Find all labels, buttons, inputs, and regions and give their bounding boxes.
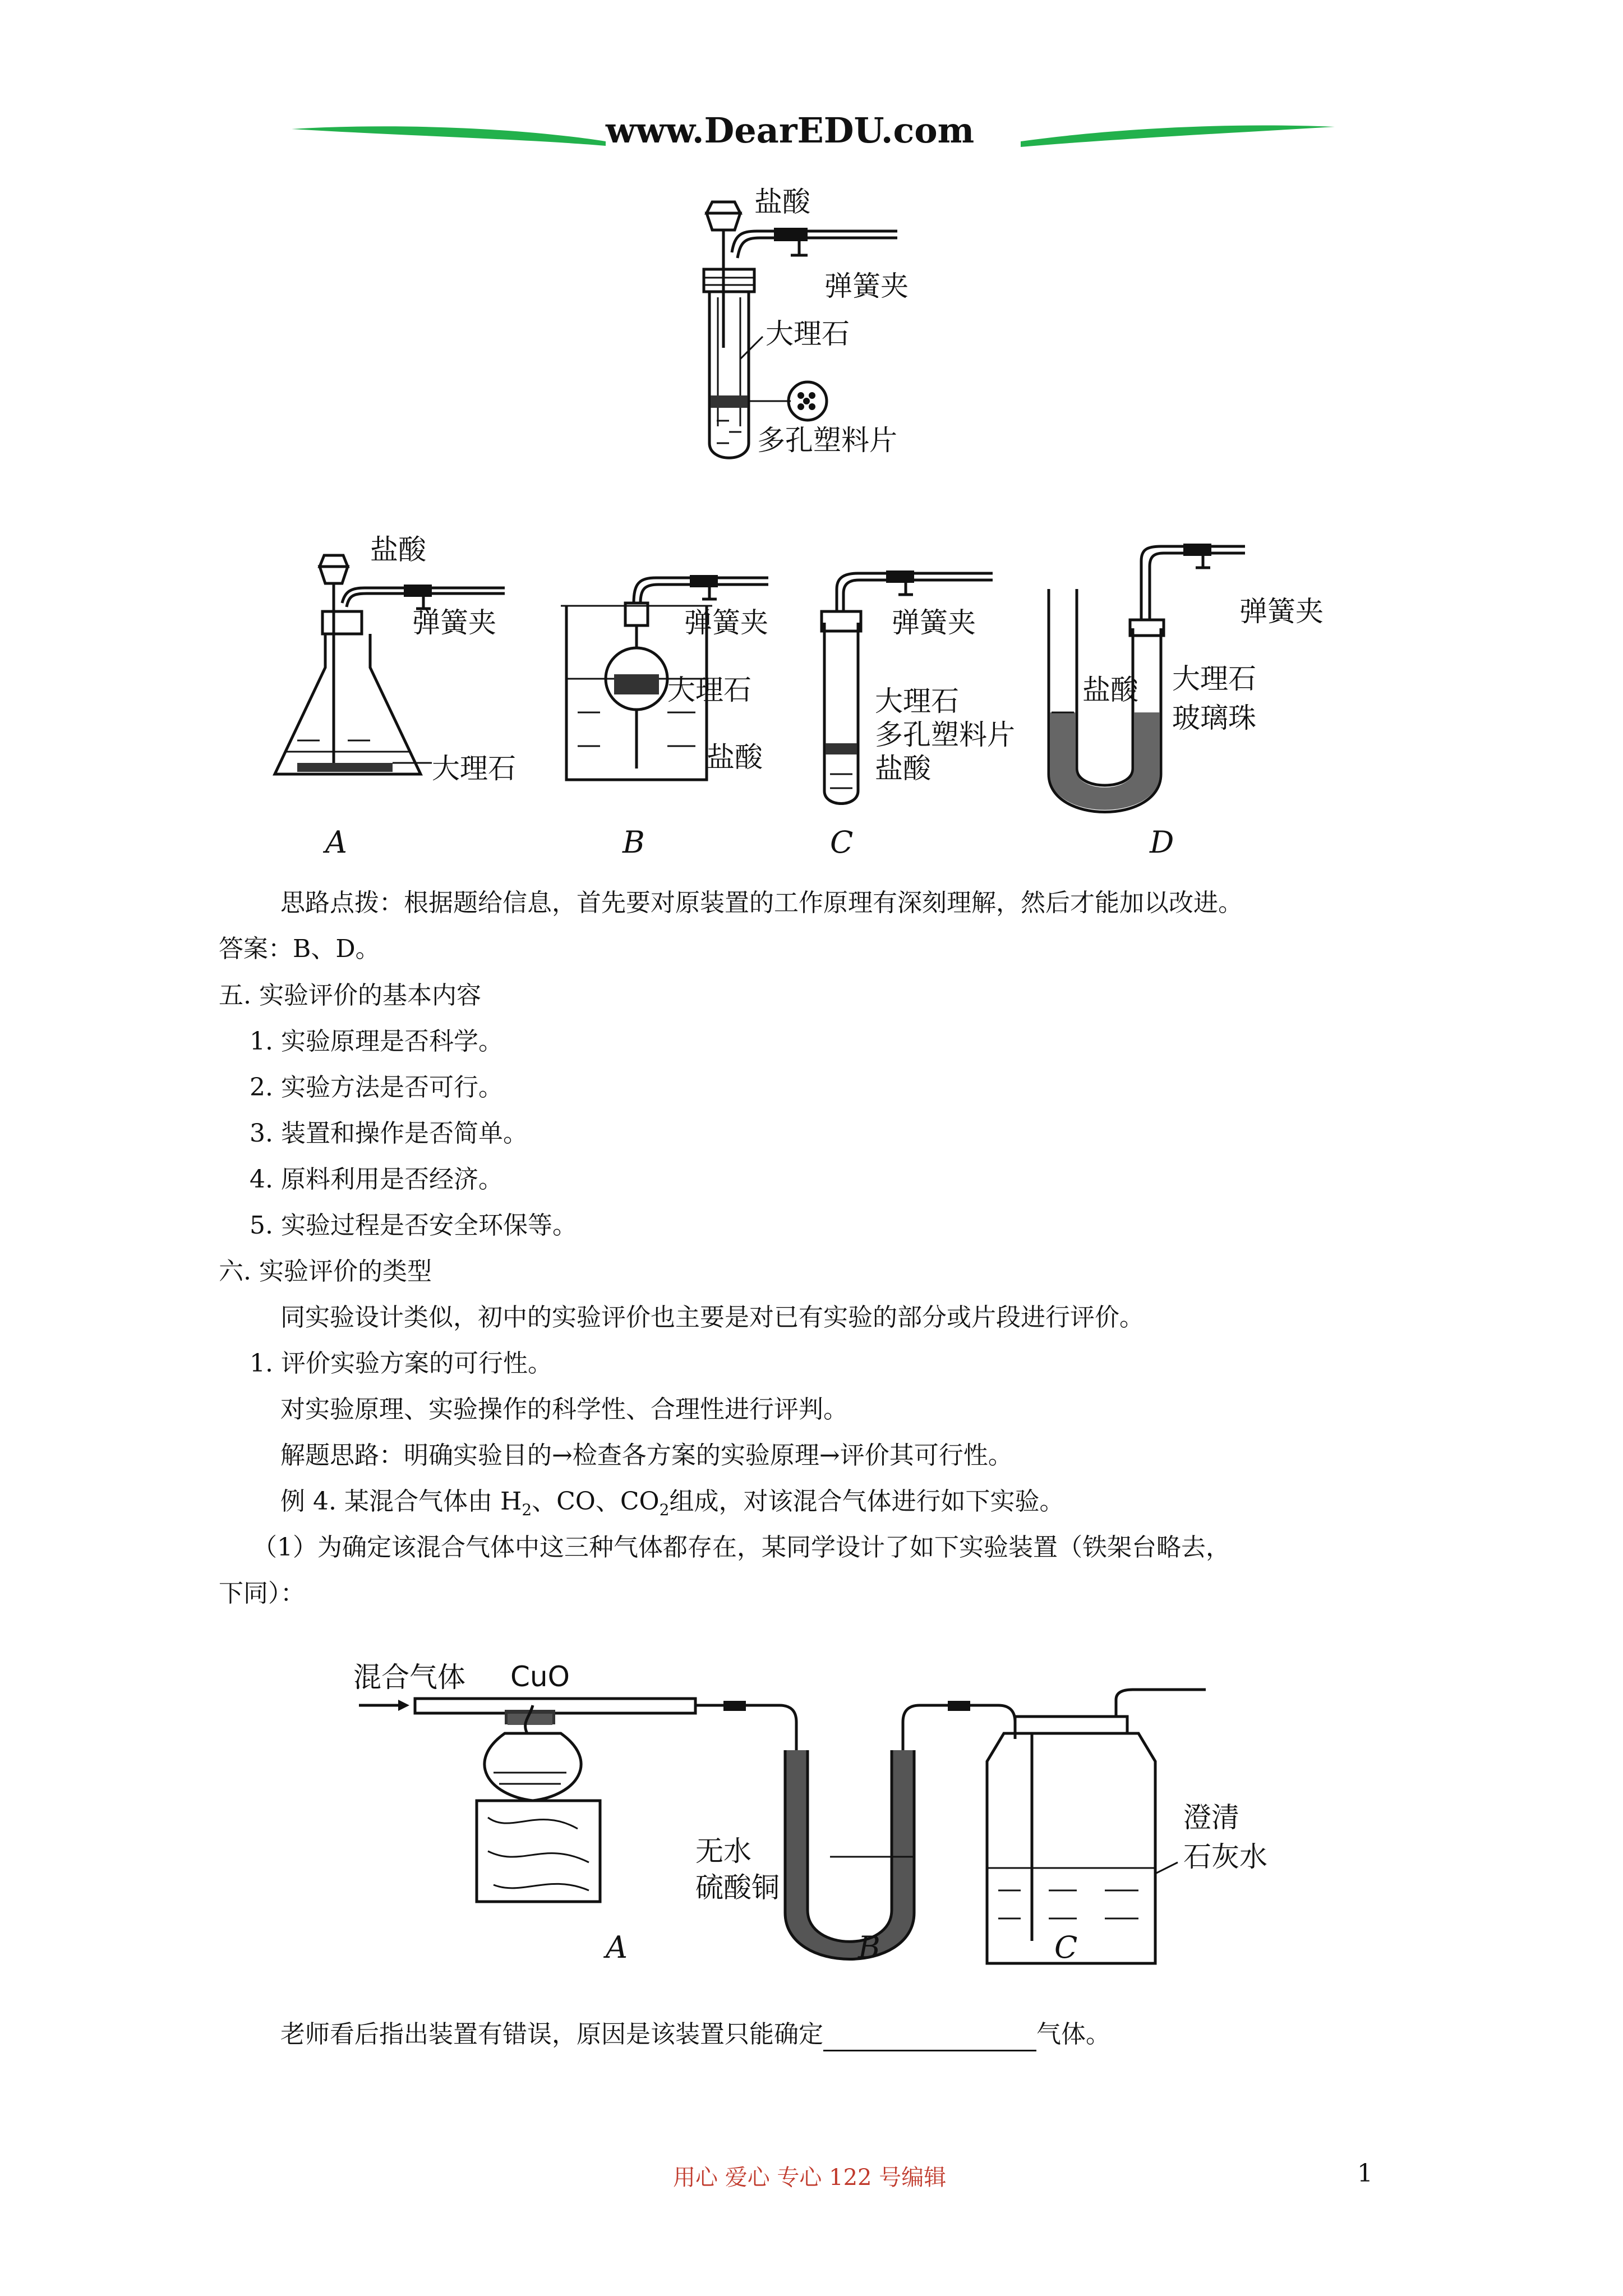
approach-step-3: 评价其可行性。 [840, 1441, 1013, 1470]
figure-1 [673, 180, 1009, 471]
fig2-A-letter: A [325, 825, 347, 860]
figure-3-drawing [353, 1649, 1307, 1986]
fig2-A-marble: 大理石 [432, 752, 516, 785]
fig2-B-letter: B [623, 825, 645, 860]
solution-approach [280, 1439, 1013, 1473]
subscript: 2 [659, 1500, 670, 1519]
subheading: 1. 评价实验方案的可行性。 [250, 1349, 552, 1378]
arrow-icon: → [552, 1441, 573, 1470]
teacher-text: 老师看后指出装置有错误，原因是该装置只能确定 [280, 2020, 823, 2049]
question-1-cont: 下同）： [219, 1579, 305, 1608]
figure-2 [264, 527, 1385, 875]
list-item: 5. 实验过程是否安全环保等。 [250, 1211, 577, 1240]
fig3-C-letter: C [1054, 1930, 1078, 1965]
figure-3 [353, 1649, 1307, 1986]
fig2-D-acid: 盐酸 [1082, 674, 1138, 706]
fig3-gas-label: 混合气体 [353, 1661, 465, 1694]
answer-blank[interactable] [823, 2025, 1036, 2051]
list-item: 3. 装置和操作是否简单。 [250, 1119, 528, 1148]
footer-slogan: 用心 爱心 专心 122 号编辑 [673, 2165, 947, 2191]
example-4-part: 组成，对该混合气体进行如下实验。 [669, 1487, 1064, 1516]
fig3-lime-label: 石灰水 [1183, 1841, 1267, 1873]
fig3-cuo-label: CuO [510, 1660, 570, 1693]
fig2-C-letter: C [830, 825, 854, 860]
paragraph: 对实验原理、实验操作的科学性、合理性进行评判。 [280, 1395, 848, 1424]
list-item: 1. 实验原理是否科学。 [250, 1027, 503, 1056]
fig3-anhydrous-label: 无水 [695, 1835, 751, 1867]
section-6-heading: 六. 实验评价的类型 [219, 1257, 432, 1286]
approach-step-1: 解题思路：明确实验目的 [280, 1441, 552, 1470]
fig3-clear-label: 澄清 [1183, 1801, 1239, 1834]
fig1-acid-label: 盐酸 [754, 186, 810, 218]
list-item: 2. 实验方法是否可行。 [250, 1073, 503, 1102]
fig2-B-marble: 大理石 [667, 674, 751, 706]
fig3-A-letter: A [606, 1930, 628, 1965]
fig3-B-letter: B [858, 1930, 880, 1965]
fig2-B-clamp: 弹簧夹 [684, 606, 768, 639]
teacher-end: 气体。 [1036, 2020, 1110, 2049]
fig2-D-clamp: 弹簧夹 [1239, 595, 1324, 628]
example-4 [280, 1485, 1064, 1527]
example-4-part: 例 4. 某混合气体由 H [280, 1487, 522, 1516]
section-5-heading: 五. 实验评价的基本内容 [219, 981, 481, 1010]
approach-step-2: 检查各方案的实验原理 [572, 1441, 819, 1470]
fig2-C-marble: 大理石 [875, 685, 959, 717]
page-header [292, 107, 1335, 157]
fig2-D-beads: 玻璃珠 [1172, 702, 1256, 734]
example-4-part: 、CO、CO [532, 1487, 660, 1516]
teacher-line [280, 2018, 1110, 2051]
hint-paragraph: 思路点拨：根据题给信息，首先要对原装置的工作原理有深刻理解，然后才能加以改进。 [280, 889, 1243, 917]
fig2-C-clamp: 弹簧夹 [892, 606, 976, 639]
subscript: 2 [522, 1500, 532, 1519]
page-number: 1 [1357, 2159, 1373, 2188]
list-item: 4. 原料利用是否经济。 [250, 1165, 503, 1194]
arrow-icon: → [819, 1441, 840, 1470]
fig2-C-plate: 多孔塑料片 [875, 719, 1015, 751]
fig2-A-clamp: 弹簧夹 [412, 606, 496, 639]
fig1-plate-label: 多孔塑料片 [757, 424, 897, 457]
question-1: （1）为确定该混合气体中这三种气体都存在，某同学设计了如下实验装置（铁架台略去， [252, 1533, 1230, 1562]
fig2-B-acid: 盐酸 [707, 741, 763, 774]
answer-line: 答案：B、D。 [219, 935, 380, 963]
fig1-marble-label: 大理石 [766, 318, 850, 350]
fig2-D-letter: D [1150, 825, 1174, 860]
fig3-cuso4-label: 硫酸铜 [695, 1871, 780, 1904]
fig2-A-acid: 盐酸 [370, 533, 426, 566]
fig2-D-marble: 大理石 [1172, 662, 1256, 695]
fig2-C-acid: 盐酸 [875, 752, 931, 785]
paragraph: 同实验设计类似，初中的实验评价也主要是对已有实验的部分或片段进行评价。 [280, 1303, 1144, 1332]
fig1-clamp-label: 弹簧夹 [824, 270, 909, 302]
site-title: www.DearEDU.com [606, 110, 975, 151]
